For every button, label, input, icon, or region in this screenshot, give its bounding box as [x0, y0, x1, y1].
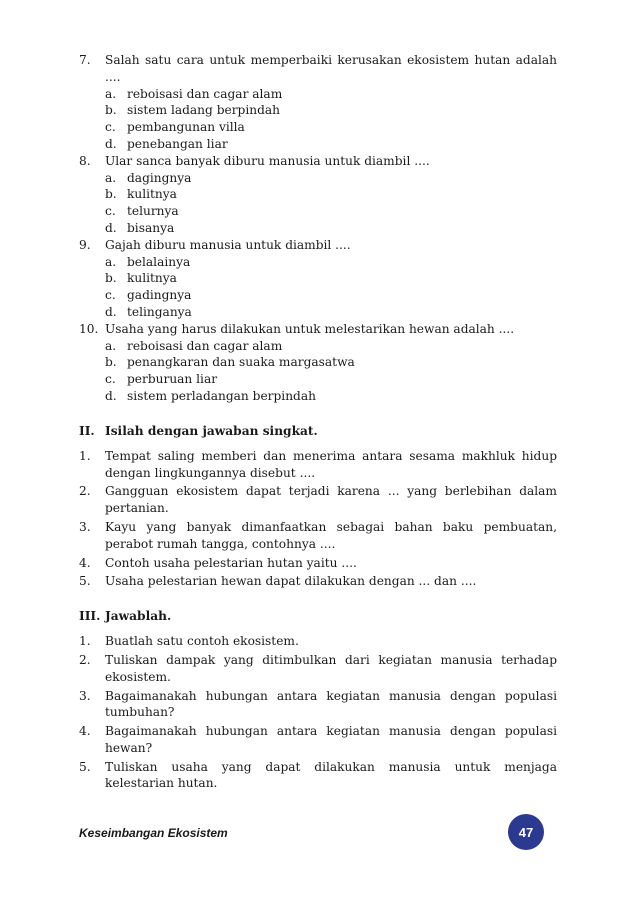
- essay-item-4: [79, 723, 557, 757]
- question-number: 8.: [79, 153, 91, 168]
- item-text: Tempat saling memberi dan menerima antara sesama makhluk hidup dengan lingkungannya disebut ....: [105, 448, 557, 480]
- option-text: kulitnya: [127, 187, 177, 202]
- short-answer-item-4: [79, 555, 557, 572]
- option-letter: c.: [105, 120, 116, 135]
- item-number: 5.: [79, 759, 91, 774]
- essay-item-3: [79, 688, 557, 722]
- section-title: Isilah dengan jawaban singkat.: [105, 423, 318, 438]
- option-text: sistem ladang berpindah: [127, 103, 281, 118]
- option-text: telurnya: [127, 204, 179, 219]
- question-text: Gajah diburu manusia untuk diambil ....: [105, 237, 351, 252]
- footer-chapter-title: Keseimbangan Ekosistem: [79, 826, 228, 840]
- question-10: [79, 321, 557, 405]
- item-number: 2.: [79, 652, 91, 667]
- option-letter: b.: [105, 271, 117, 286]
- option-letter: d.: [105, 388, 117, 403]
- essay-list: [79, 633, 557, 792]
- option-text: sistem perladangan berpindah: [127, 388, 316, 403]
- section-number: II.: [79, 423, 95, 438]
- option-letter: c.: [105, 372, 116, 387]
- option-text: reboisasi dan cagar alam: [127, 338, 283, 353]
- option-letter: a.: [105, 254, 117, 269]
- item-text: Bagaimanakah hubungan antara kegiatan manusia dengan populasi tumbuhan?: [105, 688, 557, 720]
- option-letter: c.: [105, 288, 116, 303]
- option-text: telinganya: [127, 304, 192, 319]
- question-text: Usaha yang harus dilakukan untuk melestarikan hewan adalah ....: [105, 321, 515, 336]
- essay-item-1: [79, 633, 557, 650]
- item-number: 3.: [79, 519, 91, 534]
- question-number: 7.: [79, 53, 91, 67]
- option-text: perburuan liar: [127, 372, 218, 387]
- essay-item-5: [79, 759, 557, 793]
- option-letter: a.: [105, 338, 117, 353]
- item-number: 1.: [79, 448, 91, 463]
- item-text: Tuliskan dampak yang ditimbulkan dari kegiatan manusia terhadap ekosistem.: [105, 652, 557, 684]
- item-number: 4.: [79, 555, 91, 570]
- essay-item-2: [79, 652, 557, 686]
- option-text: penangkaran dan suaka margasatwa: [127, 355, 355, 370]
- short-answer-item-5: [79, 573, 557, 590]
- item-number: 3.: [79, 688, 91, 703]
- question-text: Ular sanca banyak diburu manusia untuk diambil ....: [105, 153, 430, 168]
- short-answer-item-3: [79, 519, 557, 553]
- option-text: gadingnya: [127, 288, 192, 303]
- item-text: Buatlah satu contoh ekosistem.: [105, 634, 299, 649]
- item-text: Usaha pelestarian hewan dapat dilakukan dengan ... dan ....: [105, 574, 477, 589]
- question-number: 10.: [79, 321, 99, 336]
- option-letter: d.: [105, 136, 117, 151]
- option-letter: a.: [105, 86, 117, 101]
- option-text: bisanya: [127, 220, 175, 235]
- option-text: penebangan liar: [127, 136, 228, 151]
- option-letter: d.: [105, 220, 117, 235]
- question-8: [79, 153, 557, 237]
- item-number: 4.: [79, 724, 91, 739]
- item-text: Gangguan ekosistem dapat terjadi karena ... yang berlebihan dalam pertanian.: [105, 484, 557, 516]
- item-text: Bagaimanakah hubungan antara kegiatan manusia dengan populasi hewan?: [105, 724, 557, 755]
- page-number-badge: 47: [508, 814, 544, 850]
- option-text: belalainya: [127, 254, 191, 269]
- item-number: 2.: [79, 484, 91, 499]
- section-title: Jawablah.: [105, 609, 172, 624]
- option-letter: a.: [105, 170, 117, 185]
- question-9: [79, 237, 557, 321]
- option-letter: b.: [105, 355, 117, 370]
- item-number: 1.: [79, 634, 91, 649]
- section-3-heading: [79, 608, 557, 625]
- section-2-heading: [79, 423, 557, 440]
- question-text: Salah satu cara untuk memperbaiki kerusakan ekosistem hutan adalah ....: [105, 53, 557, 84]
- option-text: pembangunan villa: [127, 120, 245, 135]
- option-letter: c.: [105, 204, 116, 219]
- short-answer-item-2: [79, 483, 557, 517]
- item-number: 5.: [79, 574, 91, 589]
- question-7: [79, 52, 557, 153]
- option-letter: b.: [105, 103, 117, 118]
- option-text: dagingnya: [127, 170, 192, 185]
- short-answer-item-1: [79, 448, 557, 482]
- option-text: reboisasi dan cagar alam: [127, 86, 283, 101]
- option-letter: b.: [105, 187, 117, 202]
- item-text: Tuliskan usaha yang dapat dilakukan manusia untuk menjaga kelestarian hutan.: [105, 759, 557, 791]
- item-text: Kayu yang banyak dimanfaatkan sebagai bahan baku pembuatan, perabot rumah tangga, contohnya ....: [105, 519, 557, 551]
- short-answer-list: [79, 448, 557, 590]
- question-number: 9.: [79, 237, 91, 252]
- page-content: [79, 52, 557, 794]
- option-text: kulitnya: [127, 271, 177, 286]
- multiple-choice-list: [79, 52, 557, 405]
- item-text: Contoh usaha pelestarian hutan yaitu ....: [105, 555, 357, 570]
- section-number: III.: [79, 609, 101, 624]
- option-letter: d.: [105, 304, 117, 319]
